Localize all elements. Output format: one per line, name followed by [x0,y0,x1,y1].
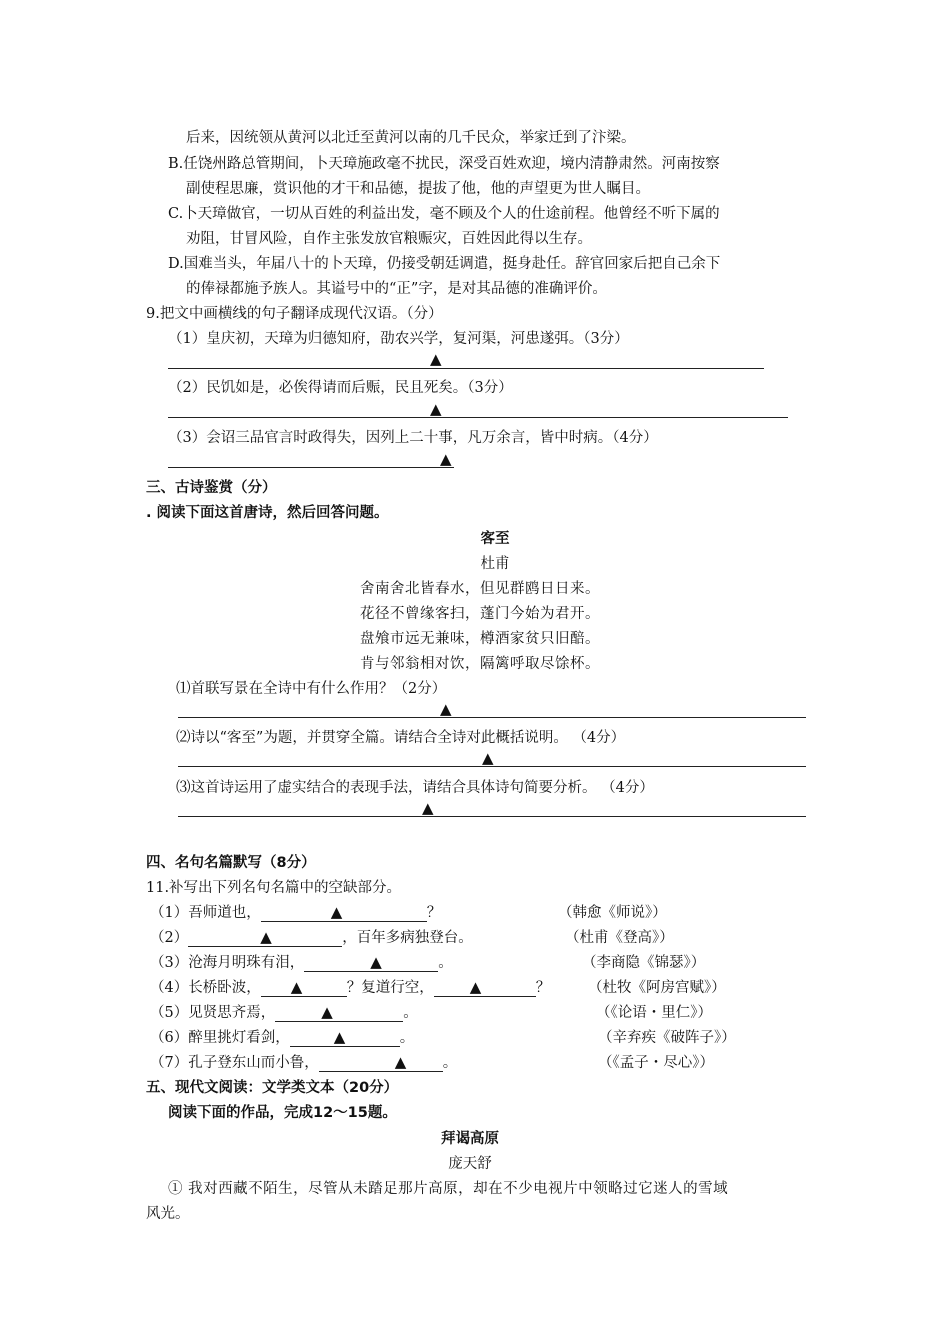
option-c-line-2: 劝阻，甘冒风险，自作主张发放官粮赈灾，百姓因此得以生存。 [186,231,592,247]
poem-question-1: ⑴首联写景在全诗中有什么作用？（2分） [176,681,447,697]
dictation-prefix: （6）醉里挑灯看剑， [150,1030,290,1046]
fill-blank[interactable] [434,978,536,997]
q9-sentence-3: （3）会诏三品官言时政得失，因列上二十事，凡万余言，皆中时病。（4分） [168,430,658,446]
dictation-prefix: （7）孔子登东山而小鲁， [150,1055,319,1071]
dictation-source-2: （杜甫《登高》） [565,930,674,946]
section-3-heading: 三、古诗鉴赏（分） [146,480,277,496]
dictation-item-3 [150,951,453,972]
q9-stem: 9.把文中画横线的句子翻译成现代汉语。（分） [146,306,443,322]
article-author: 庞天舒 [448,1156,492,1172]
answer-marker: ▲ [290,978,303,996]
section-5-prompt: 阅读下面的作品，完成12～15题。 [168,1105,397,1121]
dictation-suffix: 。 [438,955,453,971]
section-3-prompt: . 阅读下面这首唐诗，然后回答问题。 [146,505,389,521]
fill-blank[interactable] [188,928,342,947]
dictation-item-2 [150,926,473,947]
fill-blank[interactable] [290,1028,400,1047]
option-b-line-2: 副使程思廉，赏识他的才干和品德，提拔了他，他的声望更为世人瞩目。 [186,181,650,197]
dictation-source-7: （《孟子・尽心》） [598,1055,714,1071]
dictation-item-7 [150,1051,457,1072]
answer-marker: ▲ [422,799,434,817]
answer-line-poem-3[interactable] [178,816,806,817]
answer-line-q9-3[interactable] [168,467,454,468]
poem-line-4: 肯与邻翁相对饮，隔篱呼取尽馀杯。 [360,656,600,672]
answer-marker: ▲ [330,903,343,921]
answer-marker: ▲ [440,700,452,718]
article-paragraph-1: ① 我对西藏不陌生，尽管从未踏足那片高原，却在不少电视片中领略过它迷人的雪域 [168,1181,729,1197]
dictation-source-1: （韩愈《师说》） [558,905,667,921]
answer-marker: ▲ [430,350,442,368]
dictation-source-5: （《论语・里仁》） [596,1005,712,1021]
dictation-source-6: （辛弃疾《破阵子》） [598,1030,736,1046]
fill-blank[interactable] [261,978,347,997]
answer-marker: ▲ [430,400,442,418]
fill-blank[interactable] [261,903,427,922]
poem-question-3: ⑶这首诗运用了虚实结合的表现手法，请结合具体诗句简要分析。 （4分） [176,780,654,796]
dictation-suffix: ，百年多病独登台。 [342,930,473,946]
option-c-line-1: C.卜天璋做官，一切从百姓的利益出发，毫不顾及个人的仕途前程。他曾经不听下属的 [168,206,720,222]
answer-marker: ▲ [333,1028,346,1046]
dictation-suffix: ？ [535,980,551,996]
dictation-item-4 [150,976,550,997]
answer-marker: ▲ [370,953,382,971]
dictation-suffix: 。 [399,1030,415,1046]
fill-blank[interactable] [275,1003,403,1022]
poem-question-2: ⑵诗以“客至”为题，并贯穿全篇。请结合全诗对此概括说明。 （4分） [176,730,626,746]
section-4-heading: 四、名句名篇默写（8分） [146,855,316,871]
dictation-source-3: （李商隐《锦瑟》） [582,955,706,971]
dictation-source-4: （杜牧《阿房宫赋》） [588,980,726,996]
answer-marker: ▲ [321,1003,333,1021]
article-title: 拜谒高原 [441,1131,499,1147]
option-a-continuation: 后来，因统领从黄河以北迁至黄河以南的几千民众，举家迁到了汴梁。 [186,130,636,146]
option-b-line-1: B.任饶州路总管期间，卜天璋施政毫不扰民，深受百姓欢迎，境内清静肃然。河南按察 [168,156,720,172]
answer-marker: ▲ [394,1053,407,1071]
answer-line-q9-2[interactable] [168,417,788,418]
dictation-prefix: （4）长桥卧波， [150,980,261,996]
section-5-heading: 五、现代文阅读：文学类文本（20分） [146,1080,399,1096]
fill-blank[interactable] [319,1053,443,1072]
answer-marker: ▲ [440,450,452,468]
dictation-middle: ？复道行空， [346,980,434,996]
article-paragraph-1-cont: 风光。 [146,1206,190,1222]
dictation-prefix: （5）见贤思齐焉， [150,1005,276,1021]
answer-line-poem-1[interactable] [178,717,806,718]
answer-line-q9-1[interactable] [168,368,764,369]
dictation-prefix: （2） [150,930,189,946]
dictation-item-5 [150,1001,418,1022]
option-d-line-1: D.国难当头，年届八十的卜天璋，仍接受朝廷调遣，挺身赴任。辞官回家后把自己余下 [168,256,721,272]
dictation-suffix: 。 [403,1005,418,1021]
q9-sentence-1: （1）皇庆初，天璋为归德知府，劭农兴学，复河渠，河患遂弭。（3分） [168,331,629,347]
poem-line-2: 花径不曾缘客扫，蓬门今始为君开。 [360,606,600,622]
dictation-suffix: 。 [442,1055,458,1071]
dictation-item-1 [150,901,441,922]
option-d-line-2: 的俸禄都施予族人。其谥号中的“正”字，是对其品德的准确评价。 [186,281,607,297]
dictation-prefix: （3）沧海月明珠有泪， [150,955,305,971]
fill-blank[interactable] [304,953,438,972]
dictation-prefix: （1）吾师道也， [150,905,261,921]
answer-marker: ▲ [260,928,272,946]
poem-title: 客至 [480,531,510,547]
dictation-suffix: ？ [426,905,442,921]
q9-sentence-2: （2）民饥如是，必俟得请而后赈，民且死矣。（3分） [168,380,513,396]
answer-line-poem-2[interactable] [178,766,806,767]
q11-stem: 11.补写出下列名句名篇中的空缺部分。 [146,880,402,896]
answer-marker: ▲ [482,749,494,767]
dictation-item-6 [150,1026,414,1047]
answer-marker: ▲ [469,978,482,996]
poem-line-1: 舍南舍北皆春水，但见群鸥日日来。 [360,581,600,597]
poem-line-3: 盘飧市远无兼味，樽酒家贫只旧醅。 [360,631,600,647]
poem-author: 杜甫 [480,556,510,572]
